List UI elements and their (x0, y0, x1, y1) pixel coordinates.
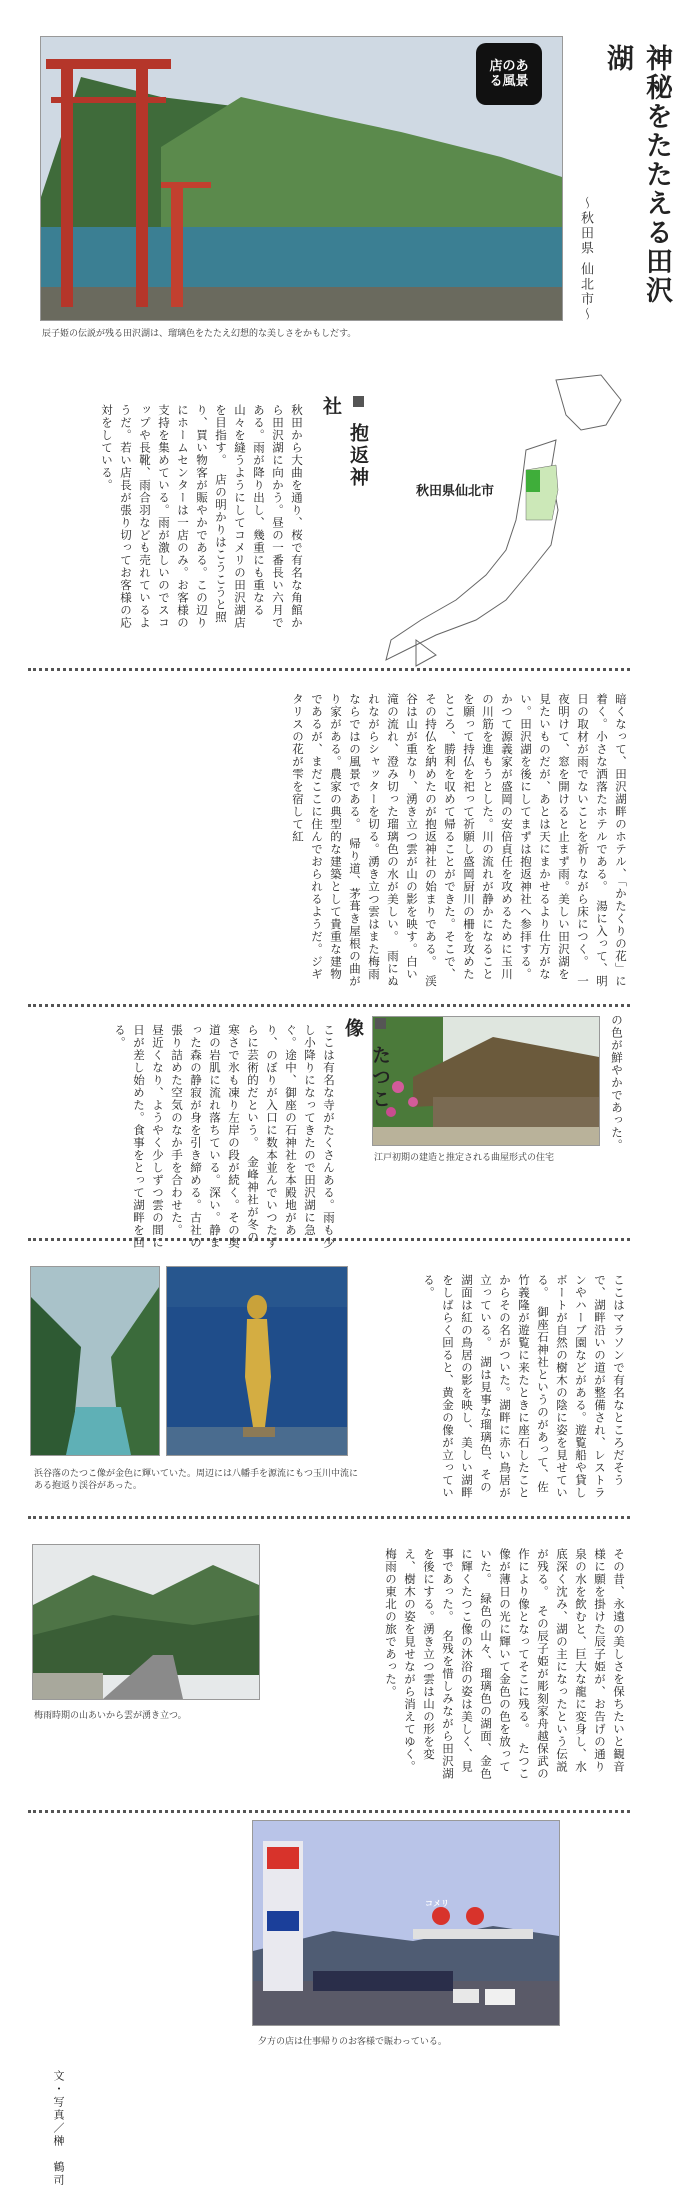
thatched-house-photo (372, 1016, 600, 1146)
divider-2 (28, 1004, 630, 1007)
gorge-illustration (31, 1267, 159, 1455)
thatched-house-illustration (373, 1017, 599, 1145)
divider-4 (28, 1516, 630, 1519)
statue-caption: 浜谷落のたつこ像が金色に輝いていた。周辺には八幡手を源流にもつ玉川中流にある抱返り渓谷があった。 (34, 1469, 359, 1491)
mountain-road-illustration (33, 1545, 259, 1699)
section4-body: ここはマラソンで有名なところだそうで、湖畔沿いの道が整備され、レストランやハーブ園などがある。遊覧船や貸しボートが自然の樹木の陰に姿を見せている。 御座石神社というのがあって、佐竹義隆が遊覧に来たときに座石したことからその名がついた。湖畔に赤い鳥居が立っている。 湖は見事な瑠璃色、その湖面は紅の鳥居の影を映し、美しい湖畔をしばらく回ると、黄金の像が立っている。 (422, 1274, 626, 1499)
thatched-house-caption: 江戸初期の建造と推定される曲屋形式の住宅 (374, 1153, 555, 1163)
senboku-highlight (526, 470, 540, 492)
store-caption: 夕方の店は仕事帰りのお客様で賑わっている。 (258, 2037, 447, 2047)
store-illustration (253, 1821, 559, 2025)
logo-stamp (476, 43, 542, 105)
japan-map-outline (376, 370, 628, 672)
section-marker-icon (353, 396, 364, 407)
author-credit: 文・写真／榊 鶴司 (52, 2070, 65, 2187)
map-label: 秋田県仙北市 (416, 484, 495, 499)
mountain-road-caption: 梅雨時期の山あいから雲が湧き立つ。 (34, 1711, 187, 1721)
tatsuko-statue-illustration (167, 1267, 347, 1455)
mountain-road-photo (32, 1544, 260, 1700)
section2-body: 暗くなって、田沢湖畔のホテル、「かたくりの花」に着く。小さな洒落たホテルである。 湯に入って、明日の取材が雨でないことを祈りながら床につく。 一夜明けて、窓を開けると止まず雨。美しい田沢湖を見たいものだが、あとは天にまかせるより仕方がない。田沢湖を後にしてまずは抱返神社へ参拝する。 かつて源義家が盛岡の安倍貞任を攻めるために玉川の川筋を進もうとした。川の流れが静かになることを願って持仏を祀って祈願し盛岡厨川の柵を攻めたところ、勝利を収めて帰ることができた。そこで、その持仏を納めたのが抱返神社の始まりである。 渓谷は山が重なり、湧き立つ雲が山の影を映す。白い滝の流れ、澄み切った瑠璃色の水が美しい。 雨にぬれながらシャッターを切る。湧き立つ雲はまた梅雨ならではの風景である。 帰り道、茅葺き屋根の曲がり家がある。農家の典型的な建築として貴重な建物であるが、まだここに住んでおられるようだ。ジギタリスの花が雫を宿して紅 (291, 693, 628, 988)
divider-5 (28, 1810, 630, 1813)
store-sign: コメリ (425, 1898, 449, 1908)
section1-title-text: 抱返神社 (320, 396, 369, 489)
section1-body: 秋田から大曲を通り、桜で有名な角館から田沢湖に向かう。昼の一番長い六月である。雨が降り出し、幾重にも重なる山々を縫うようにしてコメリの田沢湖店を目指す。 店の明かりはこうこうと照り、買い物客が賑やかである。この辺りにホームセンターは一店のみ。お客様の支持を集めている。雨が激しいのでスコップや長靴、雨合羽なども売れているようだ。若い店長が張り切ってお客様の応対をしている。 (100, 404, 304, 629)
section3-intro: の色が鮮やかであった。 (610, 1014, 624, 1152)
section-marker-icon-2 (375, 1018, 386, 1029)
hero-photo-caption: 辰子姫の伝説が残る田沢湖は、瑠璃色をたたえ幻想的な美しさをかもしだす。 (42, 329, 357, 339)
gorge-photo (30, 1266, 160, 1456)
japan-map (376, 370, 628, 672)
divider-1 (28, 668, 630, 671)
section1-title (318, 396, 372, 506)
tatsuko-statue-photo (166, 1266, 348, 1456)
page-title: 神秘をたたえる田沢湖 (602, 44, 672, 305)
hero-photo-lake-shrine (40, 36, 563, 321)
section3-body: ここは有名な寺がたくさんある。雨も少し小降りになってきたので田沢湖に急ぐ。途中、御座の石神社を本殿地があり、のぼりが入口に数本並んでいつたずらに芸術的だという。 金峰神社が冬の寒さで氷も凍り左岸の段が続く。その奥道の岩肌に流れ落ちている。深い。静まった森の静寂が身を引き締める。古社の張り詰めた空気のなか手を合わせた。 昼近くなり、ようやく少しずつ雲の間に日が差し始めた。食事をとって湖畔を回る。 (113, 1024, 336, 1249)
section5-body: その昔、永遠の美しさを保ちたいと観音様に願を掛けた辰子姫が、お告げの通り泉の水を飲むと、巨大な龍に変身し、水底深く沈み、湖の主になったという伝説が残る。 その辰子姫が彫刻家舟越保武の作により像となってそこに残る。 たつこ像が薄日の光に輝いて金色の色を放っていた。 緑色の山々、瑠璃色の湖面、金色に輝くたつこ像の沐浴の姿は美しく、見事であった。 名残を惜しみながら田沢湖を後にする。湧き立つ雲は山の形を変え、樹木の姿を見せながら消えてゆく。梅雨の東北の旅であった。 (384, 1548, 626, 1780)
store-photo (252, 1820, 560, 2026)
divider-3 (28, 1238, 630, 1241)
logo-text: 店のある風景 (489, 59, 529, 89)
page-subtitle: 〜秋田県 仙北市〜 (578, 196, 593, 323)
section3-title (340, 1018, 394, 1118)
section3-title-text: たつこ像 (342, 1018, 391, 1111)
